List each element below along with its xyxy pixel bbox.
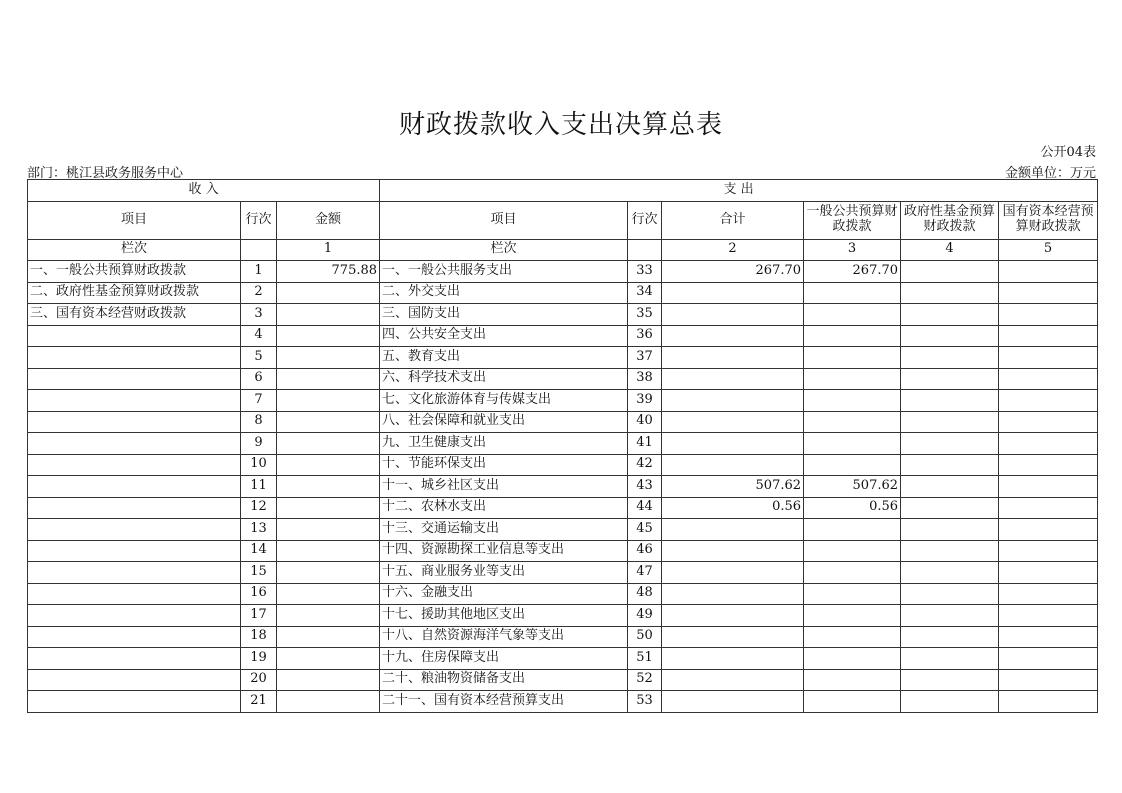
income-item-cell <box>28 347 241 369</box>
income-item-cell <box>28 454 241 476</box>
gov-fund-cell <box>901 583 999 605</box>
income-amount-cell: 775.88 <box>277 261 380 283</box>
table-row <box>28 540 1098 562</box>
total-cell <box>662 691 804 713</box>
table-row <box>28 304 1098 326</box>
general-budget-cell <box>804 540 901 562</box>
income-amount-cell <box>277 390 380 412</box>
general-budget-cell <box>804 519 901 541</box>
expense-row-no-cell: 46 <box>628 540 662 562</box>
state-capital-cell <box>999 433 1098 455</box>
expense-row-no-cell: 42 <box>628 454 662 476</box>
total-cell <box>662 368 804 390</box>
income-header: 收 入 <box>28 180 380 202</box>
gov-fund-cell <box>901 562 999 584</box>
general-budget-cell <box>804 433 901 455</box>
general-budget-cell <box>804 454 901 476</box>
total-cell <box>662 411 804 433</box>
expense-item-cell: 九、卫生健康支出 <box>380 433 628 455</box>
income-item-cell <box>28 433 241 455</box>
table-row <box>28 691 1098 713</box>
income-item-header: 项目 <box>28 201 241 239</box>
income-item-cell <box>28 540 241 562</box>
column-number-row <box>28 239 1098 261</box>
total-cell <box>662 347 804 369</box>
total-cell <box>662 454 804 476</box>
total-cell <box>662 304 804 326</box>
column-3: 3 <box>804 239 901 261</box>
expense-item-cell: 十一、城乡社区支出 <box>380 476 628 498</box>
page-title: 财政拨款收入支出决算总表 <box>398 110 723 140</box>
expense-item-cell: 四、公共安全支出 <box>380 325 628 347</box>
state-capital-cell <box>999 562 1098 584</box>
state-capital-cell <box>999 325 1098 347</box>
total-cell <box>662 648 804 670</box>
income-item-cell: 三、国有资本经营财政拨款 <box>28 304 241 326</box>
state-capital-cell <box>999 691 1098 713</box>
income-amount-cell <box>277 605 380 627</box>
total-cell <box>662 390 804 412</box>
state-capital-cell <box>999 605 1098 627</box>
expense-row-no-cell: 34 <box>628 282 662 304</box>
expense-row-no-cell: 35 <box>628 304 662 326</box>
gov-fund-cell <box>901 626 999 648</box>
form-number: 公开04表 <box>1040 145 1096 160</box>
income-item-cell <box>28 519 241 541</box>
general-budget-cell <box>804 325 901 347</box>
income-row-no-cell: 6 <box>241 368 277 390</box>
amount-unit-label: 金额单位：万元 <box>1004 166 1096 181</box>
general-budget-cell <box>804 605 901 627</box>
expense-row-no-cell: 39 <box>628 390 662 412</box>
income-row-no-cell: 20 <box>241 669 277 691</box>
income-row-no-cell: 4 <box>241 325 277 347</box>
state-capital-cell <box>999 390 1098 412</box>
expense-item-cell: 七、文化旅游体育与传媒支出 <box>380 390 628 412</box>
income-row-no-cell: 7 <box>241 390 277 412</box>
income-item-cell <box>28 390 241 412</box>
gov-fund-cell <box>901 347 999 369</box>
general-budget-cell <box>804 626 901 648</box>
income-row-no-cell: 15 <box>241 562 277 584</box>
state-capital-cell <box>999 304 1098 326</box>
table-row <box>28 347 1098 369</box>
income-row-no-cell: 5 <box>241 347 277 369</box>
gov-fund-cell <box>901 497 999 519</box>
total-cell: 267.70 <box>662 261 804 283</box>
expense-item-cell: 十八、自然资源海洋气象等支出 <box>380 626 628 648</box>
income-amount-cell <box>277 648 380 670</box>
total-cell <box>662 626 804 648</box>
total-cell <box>662 282 804 304</box>
income-item-cell <box>28 583 241 605</box>
section-header-row <box>28 180 1098 202</box>
income-item-cell <box>28 497 241 519</box>
expense-row-no-cell: 33 <box>628 261 662 283</box>
expense-item-cell: 十五、商业服务业等支出 <box>380 562 628 584</box>
general-budget-cell <box>804 304 901 326</box>
gov-fund-cell <box>901 691 999 713</box>
income-amount-cell <box>277 433 380 455</box>
expense-item-cell: 二十、粮油物资储备支出 <box>380 669 628 691</box>
state-capital-cell <box>999 282 1098 304</box>
expense-row-no-cell: 45 <box>628 519 662 541</box>
expense-item-cell: 八、社会保障和就业支出 <box>380 411 628 433</box>
gov-fund-cell <box>901 411 999 433</box>
income-amount-cell <box>277 691 380 713</box>
table-row <box>28 669 1098 691</box>
income-row-no-cell: 2 <box>241 282 277 304</box>
gov-fund-cell <box>901 519 999 541</box>
gov-fund-header: 政府性基金预算财政拨款 <box>901 201 999 239</box>
general-budget-cell: 267.70 <box>804 261 901 283</box>
table-row <box>28 411 1098 433</box>
income-amount-cell <box>277 626 380 648</box>
income-item-cell <box>28 325 241 347</box>
income-item-cell <box>28 368 241 390</box>
general-budget-cell: 0.56 <box>804 497 901 519</box>
income-amount-cell <box>277 519 380 541</box>
income-amount-cell <box>277 411 380 433</box>
total-cell <box>662 519 804 541</box>
expense-column-no-blank <box>628 239 662 261</box>
expense-row-no-cell: 52 <box>628 669 662 691</box>
income-item-cell: 一、一般公共预算财政拨款 <box>28 261 241 283</box>
expense-item-cell: 十三、交通运输支出 <box>380 519 628 541</box>
income-item-cell <box>28 648 241 670</box>
income-amount-cell <box>277 347 380 369</box>
gov-fund-cell <box>901 304 999 326</box>
general-budget-cell <box>804 562 901 584</box>
state-capital-cell <box>999 411 1098 433</box>
income-amount-cell <box>277 454 380 476</box>
state-capital-cell <box>999 454 1098 476</box>
income-amount-cell <box>277 669 380 691</box>
expense-item-cell: 三、国防支出 <box>380 304 628 326</box>
income-amount-cell <box>277 282 380 304</box>
column-5: 5 <box>999 239 1098 261</box>
general-budget-cell <box>804 583 901 605</box>
income-item-cell <box>28 691 241 713</box>
column-2: 2 <box>662 239 804 261</box>
expense-item-header: 项目 <box>380 201 628 239</box>
income-amount-cell <box>277 325 380 347</box>
income-amount-cell <box>277 304 380 326</box>
general-budget-cell <box>804 411 901 433</box>
state-capital-cell <box>999 347 1098 369</box>
income-row-no-cell: 21 <box>241 691 277 713</box>
state-capital-cell <box>999 368 1098 390</box>
income-row-no-cell: 19 <box>241 648 277 670</box>
general-budget-cell <box>804 691 901 713</box>
income-row-no-cell: 18 <box>241 626 277 648</box>
expense-item-cell: 十二、农林水支出 <box>380 497 628 519</box>
state-capital-cell <box>999 540 1098 562</box>
income-row-no-cell: 9 <box>241 433 277 455</box>
income-amount-cell <box>277 497 380 519</box>
expense-row-no-cell: 50 <box>628 626 662 648</box>
expense-item-cell: 十七、援助其他地区支出 <box>380 605 628 627</box>
state-capital-cell <box>999 626 1098 648</box>
state-capital-cell <box>999 519 1098 541</box>
income-column-no-blank <box>241 239 277 261</box>
expense-row-no-cell: 49 <box>628 605 662 627</box>
income-item-cell <box>28 669 241 691</box>
state-capital-cell <box>999 497 1098 519</box>
general-budget-cell <box>804 390 901 412</box>
income-item-cell <box>28 605 241 627</box>
total-cell <box>662 669 804 691</box>
income-amount-cell <box>277 368 380 390</box>
gov-fund-cell <box>901 390 999 412</box>
income-item-cell <box>28 411 241 433</box>
gov-fund-cell <box>901 454 999 476</box>
table-row <box>28 261 1098 283</box>
column-header-row <box>28 201 1098 239</box>
expense-row-no-cell: 47 <box>628 562 662 584</box>
general-budget-cell <box>804 282 901 304</box>
income-amount-cell <box>277 562 380 584</box>
state-capital-cell <box>999 583 1098 605</box>
expense-item-cell: 十、节能环保支出 <box>380 454 628 476</box>
income-column-no-label: 栏次 <box>28 239 241 261</box>
table-row <box>28 605 1098 627</box>
expense-item-cell: 十九、住房保障支出 <box>380 648 628 670</box>
table-row <box>28 454 1098 476</box>
column-1: 1 <box>277 239 380 261</box>
state-capital-cell <box>999 476 1098 498</box>
income-row-no-cell: 16 <box>241 583 277 605</box>
total-cell <box>662 540 804 562</box>
total-cell <box>662 605 804 627</box>
income-row-no-cell: 12 <box>241 497 277 519</box>
table-row <box>28 282 1098 304</box>
table-row <box>28 497 1098 519</box>
general-budget-cell: 507.62 <box>804 476 901 498</box>
expense-row-no-cell: 38 <box>628 368 662 390</box>
expense-item-cell: 六、科学技术支出 <box>380 368 628 390</box>
expense-row-no-cell: 37 <box>628 347 662 369</box>
expense-header: 支 出 <box>380 180 1098 202</box>
gov-fund-cell <box>901 648 999 670</box>
gov-fund-cell <box>901 368 999 390</box>
expense-column-no-label: 栏次 <box>380 239 628 261</box>
table-row <box>28 433 1098 455</box>
income-item-cell <box>28 562 241 584</box>
income-row-no-cell: 3 <box>241 304 277 326</box>
total-cell: 0.56 <box>662 497 804 519</box>
general-budget-header: 一般公共预算财政拨款 <box>804 201 901 239</box>
table-row <box>28 583 1098 605</box>
expense-row-no-cell: 53 <box>628 691 662 713</box>
expense-row-no-cell: 51 <box>628 648 662 670</box>
expense-row-no-cell: 40 <box>628 411 662 433</box>
general-budget-cell <box>804 347 901 369</box>
table-row <box>28 519 1098 541</box>
state-capital-cell <box>999 648 1098 670</box>
table-row <box>28 368 1098 390</box>
expense-item-cell: 二、外交支出 <box>380 282 628 304</box>
income-item-cell <box>28 626 241 648</box>
total-header: 合计 <box>662 201 804 239</box>
general-budget-cell <box>804 669 901 691</box>
total-cell <box>662 583 804 605</box>
total-cell <box>662 433 804 455</box>
gov-fund-cell <box>901 325 999 347</box>
general-budget-cell <box>804 368 901 390</box>
table-row <box>28 562 1098 584</box>
table-row <box>28 325 1098 347</box>
income-row-no-header: 行次 <box>241 201 277 239</box>
total-cell <box>662 562 804 584</box>
income-amount-cell <box>277 540 380 562</box>
income-row-no-cell: 10 <box>241 454 277 476</box>
income-amount-cell <box>277 476 380 498</box>
column-4: 4 <box>901 239 999 261</box>
expense-item-cell: 十四、资源勘探工业信息等支出 <box>380 540 628 562</box>
gov-fund-cell <box>901 605 999 627</box>
gov-fund-cell <box>901 433 999 455</box>
income-row-no-cell: 11 <box>241 476 277 498</box>
gov-fund-cell <box>901 282 999 304</box>
income-item-cell <box>28 476 241 498</box>
general-budget-cell <box>804 648 901 670</box>
income-amount-header: 金额 <box>277 201 380 239</box>
gov-fund-cell <box>901 540 999 562</box>
table-row <box>28 626 1098 648</box>
income-row-no-cell: 1 <box>241 261 277 283</box>
income-row-no-cell: 13 <box>241 519 277 541</box>
budget-summary-table <box>27 179 1098 713</box>
expense-item-cell: 十六、金融支出 <box>380 583 628 605</box>
gov-fund-cell <box>901 669 999 691</box>
table-row <box>28 390 1098 412</box>
income-row-no-cell: 17 <box>241 605 277 627</box>
expense-item-cell: 二十一、国有资本经营预算支出 <box>380 691 628 713</box>
expense-row-no-cell: 43 <box>628 476 662 498</box>
department-label: 部门：桃江县政务服务中心 <box>27 166 184 181</box>
state-capital-cell <box>999 669 1098 691</box>
total-cell: 507.62 <box>662 476 804 498</box>
expense-item-cell: 五、教育支出 <box>380 347 628 369</box>
gov-fund-cell <box>901 476 999 498</box>
expense-item-cell: 一、一般公共服务支出 <box>380 261 628 283</box>
table-row <box>28 648 1098 670</box>
expense-row-no-cell: 48 <box>628 583 662 605</box>
expense-row-no-header: 行次 <box>628 201 662 239</box>
state-capital-cell <box>999 261 1098 283</box>
income-row-no-cell: 14 <box>241 540 277 562</box>
table-row <box>28 476 1098 498</box>
expense-row-no-cell: 44 <box>628 497 662 519</box>
income-amount-cell <box>277 583 380 605</box>
expense-row-no-cell: 41 <box>628 433 662 455</box>
state-capital-header: 国有资本经营预算财政拨款 <box>999 201 1098 239</box>
total-cell <box>662 325 804 347</box>
expense-row-no-cell: 36 <box>628 325 662 347</box>
gov-fund-cell <box>901 261 999 283</box>
income-item-cell: 二、政府性基金预算财政拨款 <box>28 282 241 304</box>
income-row-no-cell: 8 <box>241 411 277 433</box>
